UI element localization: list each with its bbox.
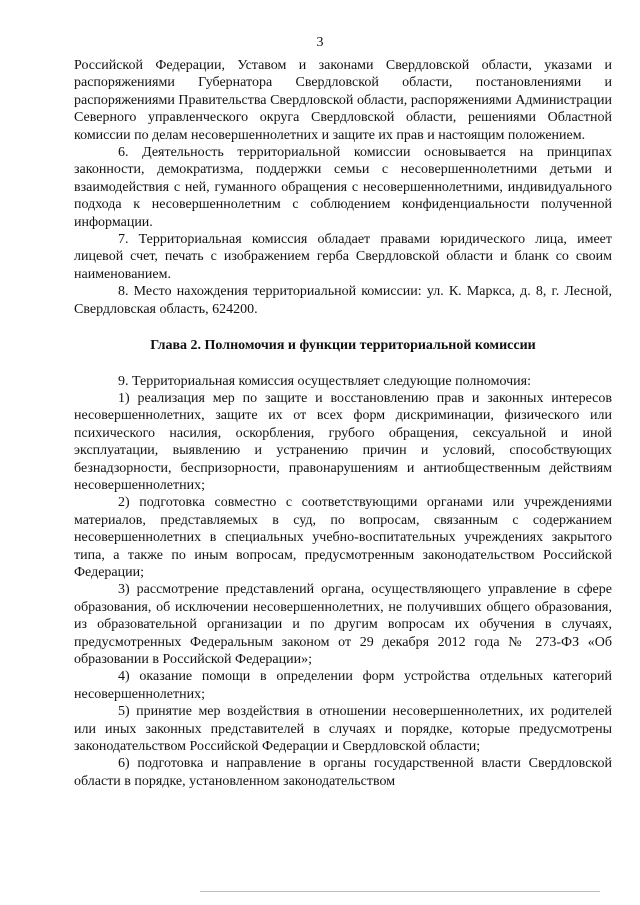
paragraph-item-9: 9. Территориальная комиссия осуществляет следующие полномочия:	[118, 373, 531, 389]
paragraph-item-6: 6. Деятельность территориальной комиссии основывается на принципах законности, демократизма, поддержки семьи с несовершеннолетними детьми и взаимодействия с ней, гуманного обращения с несовершеннолетними, индивидуального подхода к несовершеннолетним с соблюдением конфиденциальности полученной информации.	[74, 145, 612, 230]
subitem-1: 1) реализация мер по защите и восстановлению прав и законных интересов несовершеннолетних, защите их от всех форм дискриминации, физического или психического насилия, оскорбления, грубого обращения, сексуальной и иной эксплуатации, выявлению и устранению причин и условий, способствующих безнадзорности, беспризорности, правонарушениям и антиобщественным действиям несовершеннолетних;	[74, 390, 612, 493]
paragraph-continuation: Российской Федерации, Уставом и законами Свердловской области, указами и распоряжениями Губернатора Свердловской области, постановлениями и распоряжениями Правительства Свердловской области, распоряжениями Администрации Северного управленческого округа Свердловской области, решениями Областной комиссии по делам несовершеннолетних и защите их прав и настоящим положением.	[74, 58, 612, 143]
subitem-2: 2) подготовка совместно с соответствующими органами или учреждениями материалов, представляемых в суд, по вопросам, связанным с содержанием несовершеннолетних в специальных учебно-воспитательных учреждениях закрытого типа, а также по иным вопросам, предусмотренным законодательством Российской Федерации;	[74, 495, 612, 580]
paragraph-item-8: 8. Место нахождения территориальной комиссии: ул. К. Маркса, д. 8, г. Лесной, Свердловская область, 624200.	[74, 284, 612, 317]
subitem-4: 4) оказание помощи в определении форм устройства отдельных категорий несовершеннолетних;	[74, 669, 612, 702]
subitem-6: 6) подготовка и направление в органы государственной власти Свердловской области в порядке, установленном законодательством	[74, 756, 612, 789]
subitem-5: 5) принятие мер воздействия в отношении несовершеннолетних, их родителей или иных законных представителей в случаях и порядке, которые предусмотрены законодательством Российской Федерации и Свердловской области;	[74, 704, 612, 755]
document-body	[74, 57, 612, 790]
page-number: 3	[316, 35, 324, 50]
paragraph-item-7: 7. Территориальная комиссия обладает правами юридического лица, имеет лицевой счет, печать с изображением герба Свердловской области и бланк со своим наименованием.	[74, 232, 612, 282]
chapter-heading: Глава 2. Полномочия и функции территориальной комиссии	[150, 338, 536, 354]
scan-edge-divider	[200, 891, 600, 892]
subitem-3: 3) рассмотрение представлений органа, осуществляющего управление в сфере образования, об исключении несовершеннолетних, не получивших общего образования, из образовательной организации и по другим вопросам их обучения в случаях, предусмотренных Федеральным законом от 29 декабря 2012 года № 273-ФЗ «Об образовании в Российской Федерации»;	[74, 582, 612, 667]
